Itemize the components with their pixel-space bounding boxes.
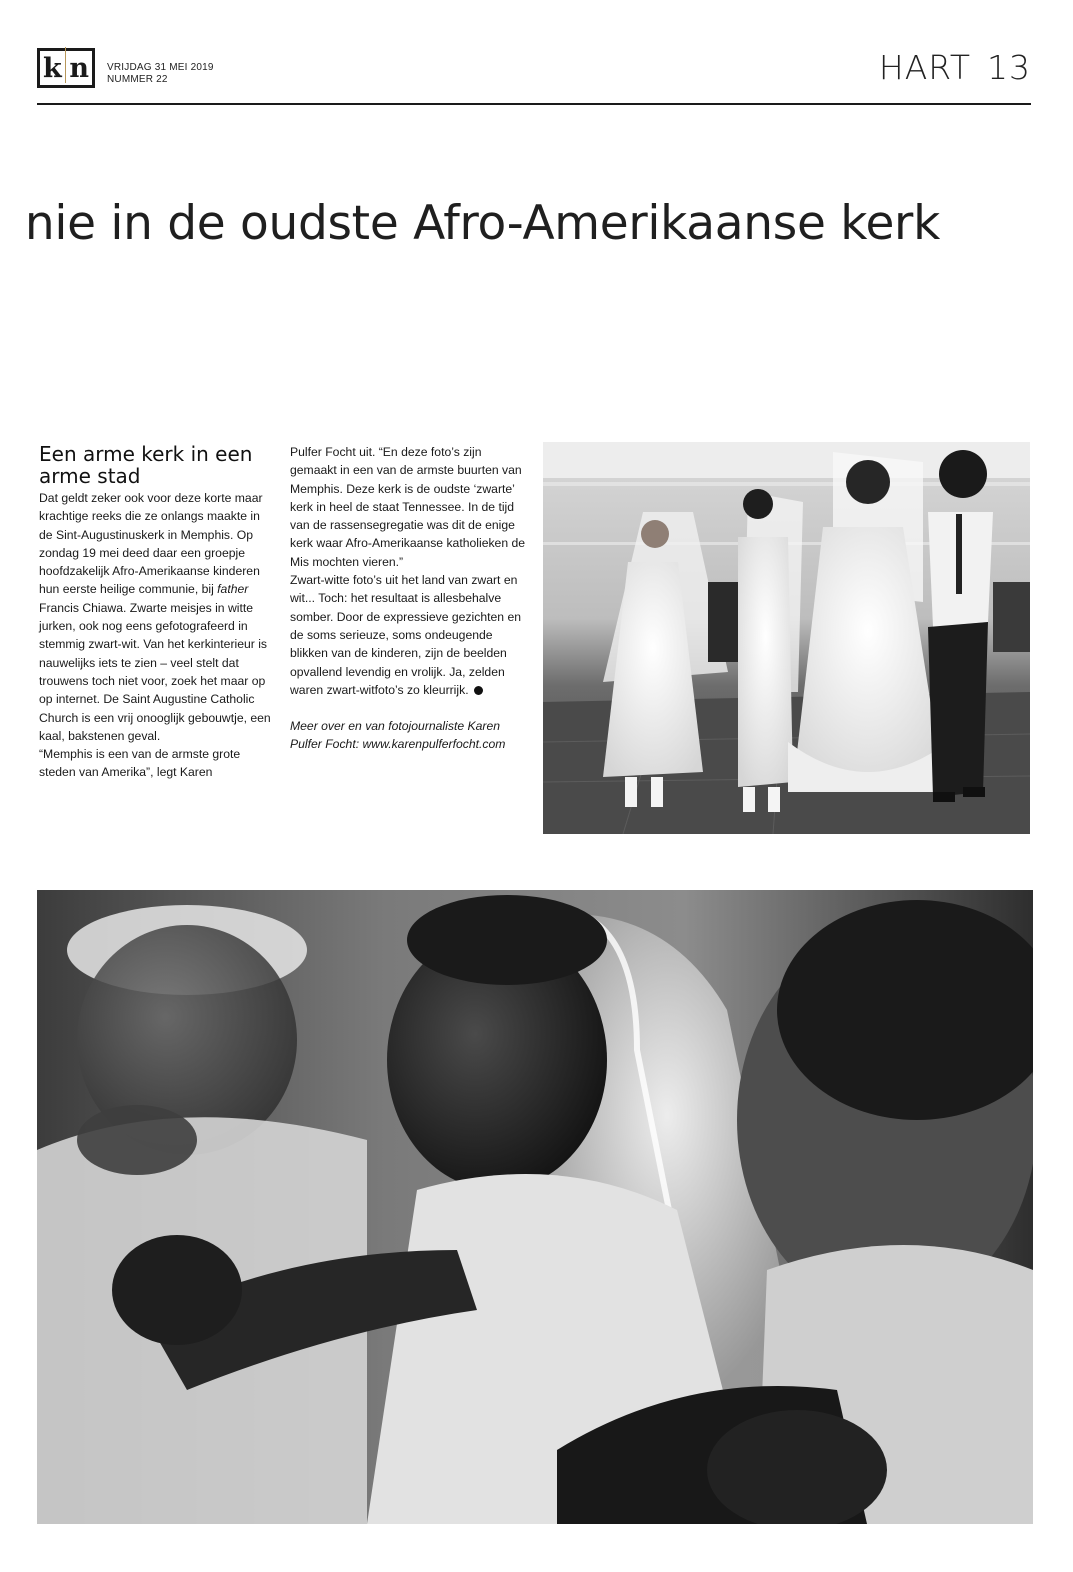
paragraph-text: Zwart-witte foto’s uit het land van zwart en wit... Toch: het resultaat is allesbehalve somber. Door de expressieve gezichten en de soms serieuze, soms ondeugende blikken van de kinderen, zijn de beelden opvallend levendig en vrolijk. Ja, zelden waren zwart-witfoto’s zo kleurrijk. (290, 573, 522, 697)
photo-children-in-line (543, 442, 1030, 834)
end-mark (474, 686, 483, 695)
issue-date: VRIJDAG 31 MEI 2019 (107, 62, 214, 73)
italic-term: father (217, 582, 249, 597)
newspaper-logo (37, 48, 95, 88)
section-label (879, 48, 1031, 87)
paragraph: Pulfer Focht uit. “En deze foto’s zijn gemaakt in een van de armste buurten van Memphis. Deze kerk is de oudste ‘zwarte’ kerk in heel de staat Tennessee. In de tijd van de rassensegregatie was dit de enige kerk waar Afro-Amerikaanse katholieken de Mis mochten vieren.” (290, 445, 526, 569)
masthead-meta (107, 62, 214, 86)
paragraph (290, 571, 526, 699)
headline (0, 194, 940, 254)
article-subhead: Een arme kerk in een arme stad (39, 442, 253, 488)
logo-letter-k: k (43, 52, 62, 84)
page-number: 13 (987, 48, 1031, 87)
photo-girls-praying (37, 890, 1033, 1524)
paragraph-text: Dat geldt zeker ook voor deze korte maar krachtige reeks die ze onlangs maakte in de Sint-Augustinuskerk in Memphis. Op zondag 19 mei deed daar een groepje hoofdzakelijk Afro-Amerikaanse kinderen hun eerste heilige communie, bij (39, 491, 263, 597)
article-column-2 (290, 443, 526, 754)
header-rule (37, 103, 1031, 105)
issue-number: NUMMER 22 (107, 74, 168, 85)
headline-text: nie in de oudste Afro-Amerikaanse kerk (24, 196, 940, 251)
paragraph (39, 489, 275, 745)
photo-credit: Meer over en van fotojournaliste Karen Pulfer Focht: www.karenpulferfocht.com (290, 719, 506, 752)
logo-letter-n: n (69, 52, 89, 84)
paragraph: “Memphis is een van de armste grote steden van Amerika”, legt Karen (39, 747, 241, 780)
section-name: HART (878, 48, 971, 87)
article-column-1 (39, 443, 275, 782)
paragraph-text: Francis Chiawa. Zwarte meisjes in witte jurken, ook nog eens gefotografeerd in stemmig zwart-wit. Van het kerkinterieur is nauwelijks iets te zien – veel stelt dat trouwens toch niet voor, zoek het maar op op internet. De Saint Augustine Catholic Church is een vrij onooglijk gebouwtje, een kaal, bakstenen geval. (39, 600, 271, 743)
